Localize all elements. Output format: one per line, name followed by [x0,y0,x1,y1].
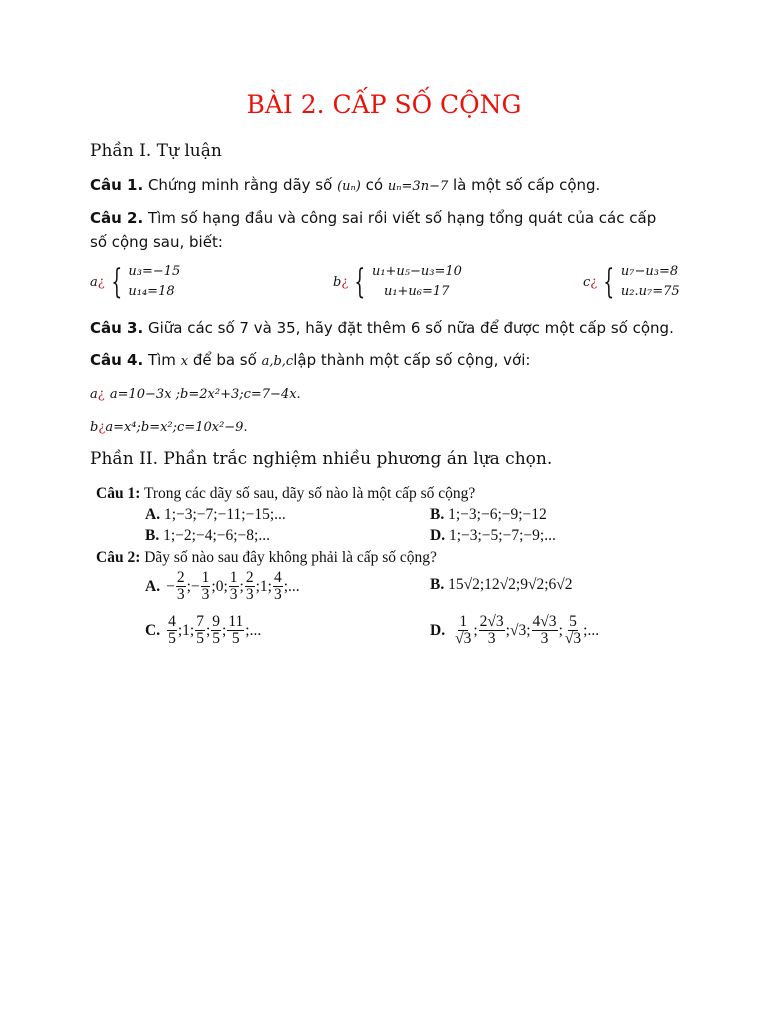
question-label: Câu 4. [90,351,144,369]
option-text: − [166,577,175,595]
numerator: 2 [245,569,254,586]
question-text: lập thành một cấp số cộng, với: [293,351,531,369]
option-text: ;√3; [505,621,531,639]
part2-question-1 [96,485,475,503]
option-text: ; [205,621,211,639]
page-title: BÀI 2. CẤP SỐ CỘNG [246,90,522,119]
part1-question-2-line2: số cộng sau, biết: [90,233,223,251]
fraction [229,570,239,603]
option-text: ;... [283,577,300,595]
numerator: 4 [168,613,176,630]
option-text: ;1; [255,577,272,595]
variables: a,b,c [261,354,294,369]
item-mark: b¿ [333,274,349,290]
denominator: 5 [231,630,240,647]
sequence-symbol: (uₙ) [337,179,361,194]
denominator: √3 [564,630,582,647]
denominator: 3 [201,586,210,603]
system-row: u₁+u₅−u₃=10 [371,264,462,279]
fraction [532,614,558,647]
system-row: u₁₄=18 [128,284,175,299]
system-b: b¿ { u₁+u₅−u₃=10 u₁+u₆=17 [333,262,462,302]
system-row: u₇−u₃=8 [620,264,679,279]
option-text: ; [222,621,227,639]
fraction [227,614,244,647]
part1-heading: Phần I. Tự luận [90,141,222,161]
part1-question-1 [90,176,600,194]
denominator: √3 [455,630,472,647]
variable: x [180,354,189,369]
question-text: là một số cấp cộng. [453,176,601,194]
question-text: Trong các dãy số sau, dãy số nào là một cấp số cộng? [143,485,476,502]
option-B [430,576,573,594]
option-label: C. [145,621,161,639]
formula: a=x⁴;b=x²;c=10x²−9. [105,420,248,435]
denominator: 5 [212,630,221,647]
system-c: c¿ { u₇−u₃=8 u₂.u₇=75 [583,262,680,302]
item-mark: c¿ [583,274,598,290]
denominator: 3 [245,586,254,603]
option-label: A. [145,506,161,523]
option-text: 1;−3;−7;−11;−15;... [163,506,286,523]
formula: a=10−3x ;b=2x²+3;c=7−4x. [109,387,301,402]
option-text: ; [239,577,244,595]
part2-heading: Phần II. Phần trắc nghiệm nhiều phương án lựa chọn. [90,449,553,469]
numerator: 1 [229,569,238,586]
option-text: ; [558,621,563,639]
formula: uₙ=3n−7 [387,179,449,194]
option-C [145,614,261,647]
numerator: 7 [196,613,204,630]
numerator: 11 [228,613,244,630]
option-text: ; [473,621,478,639]
option-label: A. [145,577,161,595]
numerator: 2 [176,569,185,586]
part2-question-2 [96,549,437,567]
option-label: B. [145,527,160,544]
option-B [430,506,547,524]
numerator: 9 [212,613,221,630]
option-label: D. [430,527,446,544]
question-text: Chứng minh rằng dãy số [147,176,333,194]
part1-question-4 [90,351,530,369]
fraction [167,614,177,647]
item-mark: b¿ [90,420,106,435]
fraction [245,570,255,603]
question-text: có [365,176,384,194]
fraction [564,614,582,647]
numerator: 5 [569,613,577,630]
option-D [430,614,599,647]
option-text: ;... [583,621,600,639]
question-text: Dãy số nào sau đây không phải là cấp số cộng? [144,549,437,566]
option-text: ;1; [177,621,195,639]
fraction [454,614,472,647]
numerator: 4 [273,569,282,586]
fraction [176,570,186,603]
question-label: Câu 3. [90,319,144,337]
item-mark: a¿ [90,387,105,402]
item-mark: a¿ [90,274,105,290]
option-text: 1;−2;−4;−6;−8;... [163,527,270,544]
denominator: 3 [176,586,185,603]
option-label: B. [430,576,445,593]
numerator: 2√3 [479,613,504,630]
option-A [145,506,286,524]
fraction [479,614,505,647]
numerator: 4√3 [532,613,557,630]
numerator: 1 [459,613,468,630]
denominator: 5 [196,630,204,647]
question-text: Tìm [147,351,176,369]
fraction [195,614,205,647]
part1-question-3 [90,319,674,337]
fraction [201,570,211,603]
option-label: B. [430,506,445,523]
denominator: 3 [540,630,549,647]
denominator: 3 [229,586,238,603]
system-row: u₁+u₆=17 [383,284,450,299]
q4-item-b [90,416,248,435]
option-A [145,570,300,603]
system-a: a¿ { u₃=−15 u₁₄=18 [90,262,181,302]
option-text: ;− [186,577,200,595]
option-text: 1;−3;−5;−7;−9;... [448,527,556,544]
option-D [430,527,556,545]
question-label: Câu 1: [96,485,141,502]
fraction [211,614,221,647]
q4-item-a [90,383,301,402]
denominator: 3 [273,586,282,603]
question-label: Câu 1. [90,176,144,194]
option-text: ;0; [211,577,228,595]
question-label: Câu 2: [96,549,141,566]
system-row: u₃=−15 [128,264,181,279]
question-text: Giữa các số 7 và 35, hãy đặt thêm 6 số nữa để được một cấp số cộng. [147,319,674,337]
option-label: D. [430,621,446,639]
question-text: để ba số [192,351,257,369]
numerator: 1 [201,569,210,586]
part1-question-2-line1 [90,209,656,227]
denominator: 5 [168,630,176,647]
question-label: Câu 2. [90,209,144,227]
option-C [145,527,270,545]
option-text: 15√2;12√2;9√2;6√2 [448,576,573,593]
system-row: u₂.u₇=75 [620,284,680,299]
option-text: ;... [245,621,262,639]
fraction [273,570,283,603]
denominator: 3 [487,630,496,647]
question-text: Tìm số hạng đầu và công sai rồi viết số hạng tổng quát của các cấp [147,209,657,227]
option-text: 1;−3;−6;−9;−12 [448,506,547,523]
